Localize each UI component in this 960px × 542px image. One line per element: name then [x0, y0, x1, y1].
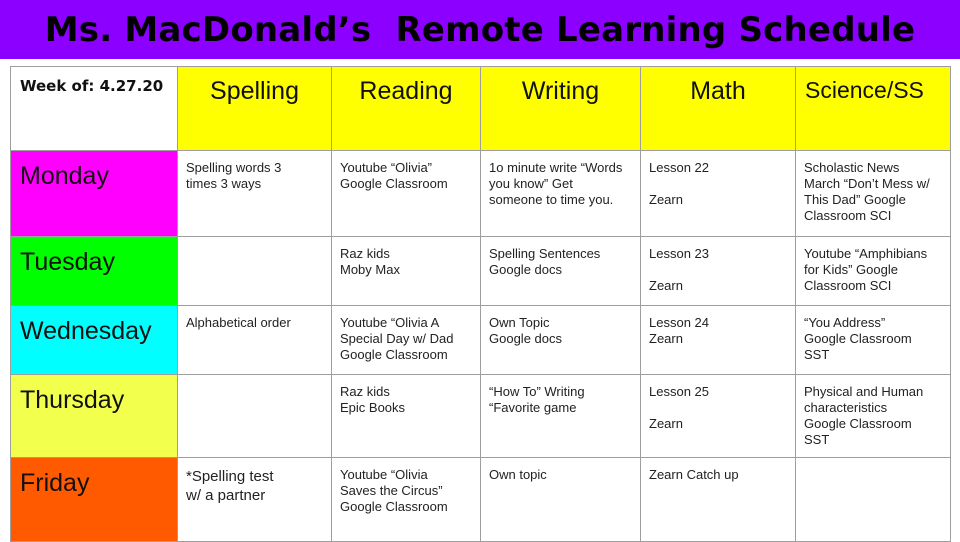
cell-text: Scholastic News March “Don’t Mess w/ This Dad” Google Classroom SCI	[804, 160, 930, 223]
subject-header-science	[796, 67, 951, 151]
page-title: Ms. MacDonald’s Remote Learning Schedule	[44, 9, 916, 50]
schedule-cell	[332, 375, 481, 458]
cell-text: Physical and Human characteristics Google Classroom SST	[804, 384, 924, 447]
schedule-cell	[178, 458, 332, 542]
schedule-cell	[796, 458, 951, 542]
day-label: Thursday	[20, 386, 125, 414]
schedule-cell	[332, 458, 481, 542]
schedule-cell	[641, 458, 796, 542]
week-label: Week of: 4.27.20	[20, 77, 164, 95]
day-cell	[11, 151, 178, 237]
subject-header-math	[641, 67, 796, 151]
schedule-cell	[796, 306, 951, 375]
schedule-cell	[641, 151, 796, 237]
cell-text: Youtube “Olivia A Special Day w/ Dad Google Classroom	[340, 315, 454, 362]
day-row-monday	[11, 151, 951, 237]
schedule-cell	[481, 375, 641, 458]
subject-header-writing	[481, 67, 641, 151]
day-cell	[11, 306, 178, 375]
schedule-cell	[178, 237, 332, 306]
cell-text: Youtube “Olivia Saves the Circus” Google Classroom	[340, 467, 448, 514]
subject-header-spelling	[178, 67, 332, 151]
cell-text: Own Topic Google docs	[489, 315, 562, 346]
cell-text: “How To” Writing “Favorite game	[489, 384, 585, 415]
cell-text: Lesson 23 Zearn	[649, 246, 709, 293]
cell-text: 1o minute write “Words you know” Get someone to time you.	[489, 160, 623, 207]
day-label: Monday	[20, 162, 109, 190]
schedule-table	[10, 66, 951, 542]
schedule-cell	[641, 375, 796, 458]
cell-text: Own topic	[489, 467, 547, 482]
day-label: Tuesday	[20, 248, 115, 276]
schedule-cell	[796, 151, 951, 237]
subject-header-reading	[332, 67, 481, 151]
cell-text: Spelling Sentences Google docs	[489, 246, 601, 277]
subject-label: Reading	[359, 77, 453, 105]
header-row	[11, 67, 951, 151]
schedule-cell	[178, 151, 332, 237]
cell-text: Spelling words 3 times 3 ways	[186, 160, 282, 191]
schedule-cell	[178, 375, 332, 458]
cell-text: Lesson 24 Zearn	[649, 315, 709, 346]
schedule-cell	[332, 306, 481, 375]
day-row-tuesday	[11, 237, 951, 306]
cell-text: Lesson 22 Zearn	[649, 160, 709, 207]
cell-text: Lesson 25 Zearn	[649, 384, 709, 431]
cell-text: Zearn Catch up	[649, 467, 739, 482]
cell-text	[178, 237, 331, 246]
schedule-cell	[481, 306, 641, 375]
schedule-cell	[641, 237, 796, 306]
schedule-cell	[481, 458, 641, 542]
day-label: Friday	[20, 469, 90, 497]
subject-label: Science/SS	[805, 77, 924, 103]
schedule-cell	[332, 151, 481, 237]
day-cell	[11, 375, 178, 458]
subject-label: Writing	[521, 77, 600, 105]
cell-text: “You Address” Google Classroom SST	[804, 315, 912, 362]
title-banner	[0, 0, 960, 59]
day-row-wednesday	[11, 306, 951, 375]
schedule-cell	[796, 375, 951, 458]
cell-text: Raz kids Moby Max	[340, 246, 400, 277]
cell-text: *Spelling test w/ a partner	[186, 468, 274, 504]
schedule-cell	[641, 306, 796, 375]
day-cell	[11, 458, 178, 542]
cell-text: Youtube “Olivia” Google Classroom	[340, 160, 448, 191]
subject-label: Math	[690, 77, 746, 105]
schedule-cell	[481, 237, 641, 306]
day-row-friday	[11, 458, 951, 542]
cell-text: Raz kids Epic Books	[340, 384, 406, 415]
week-cell	[11, 67, 178, 151]
schedule-cell	[178, 306, 332, 375]
cell-text	[178, 375, 331, 384]
cell-text: Alphabetical order	[186, 315, 291, 330]
schedule-cell	[796, 237, 951, 306]
cell-text	[796, 458, 950, 467]
schedule-cell	[481, 151, 641, 237]
schedule-cell	[332, 237, 481, 306]
day-label: Wednesday	[20, 317, 152, 345]
day-cell	[11, 237, 178, 306]
day-row-thursday	[11, 375, 951, 458]
cell-text: Youtube “Amphibians for Kids” Google Classroom SCI	[804, 246, 928, 293]
subject-label: Spelling	[210, 77, 299, 105]
